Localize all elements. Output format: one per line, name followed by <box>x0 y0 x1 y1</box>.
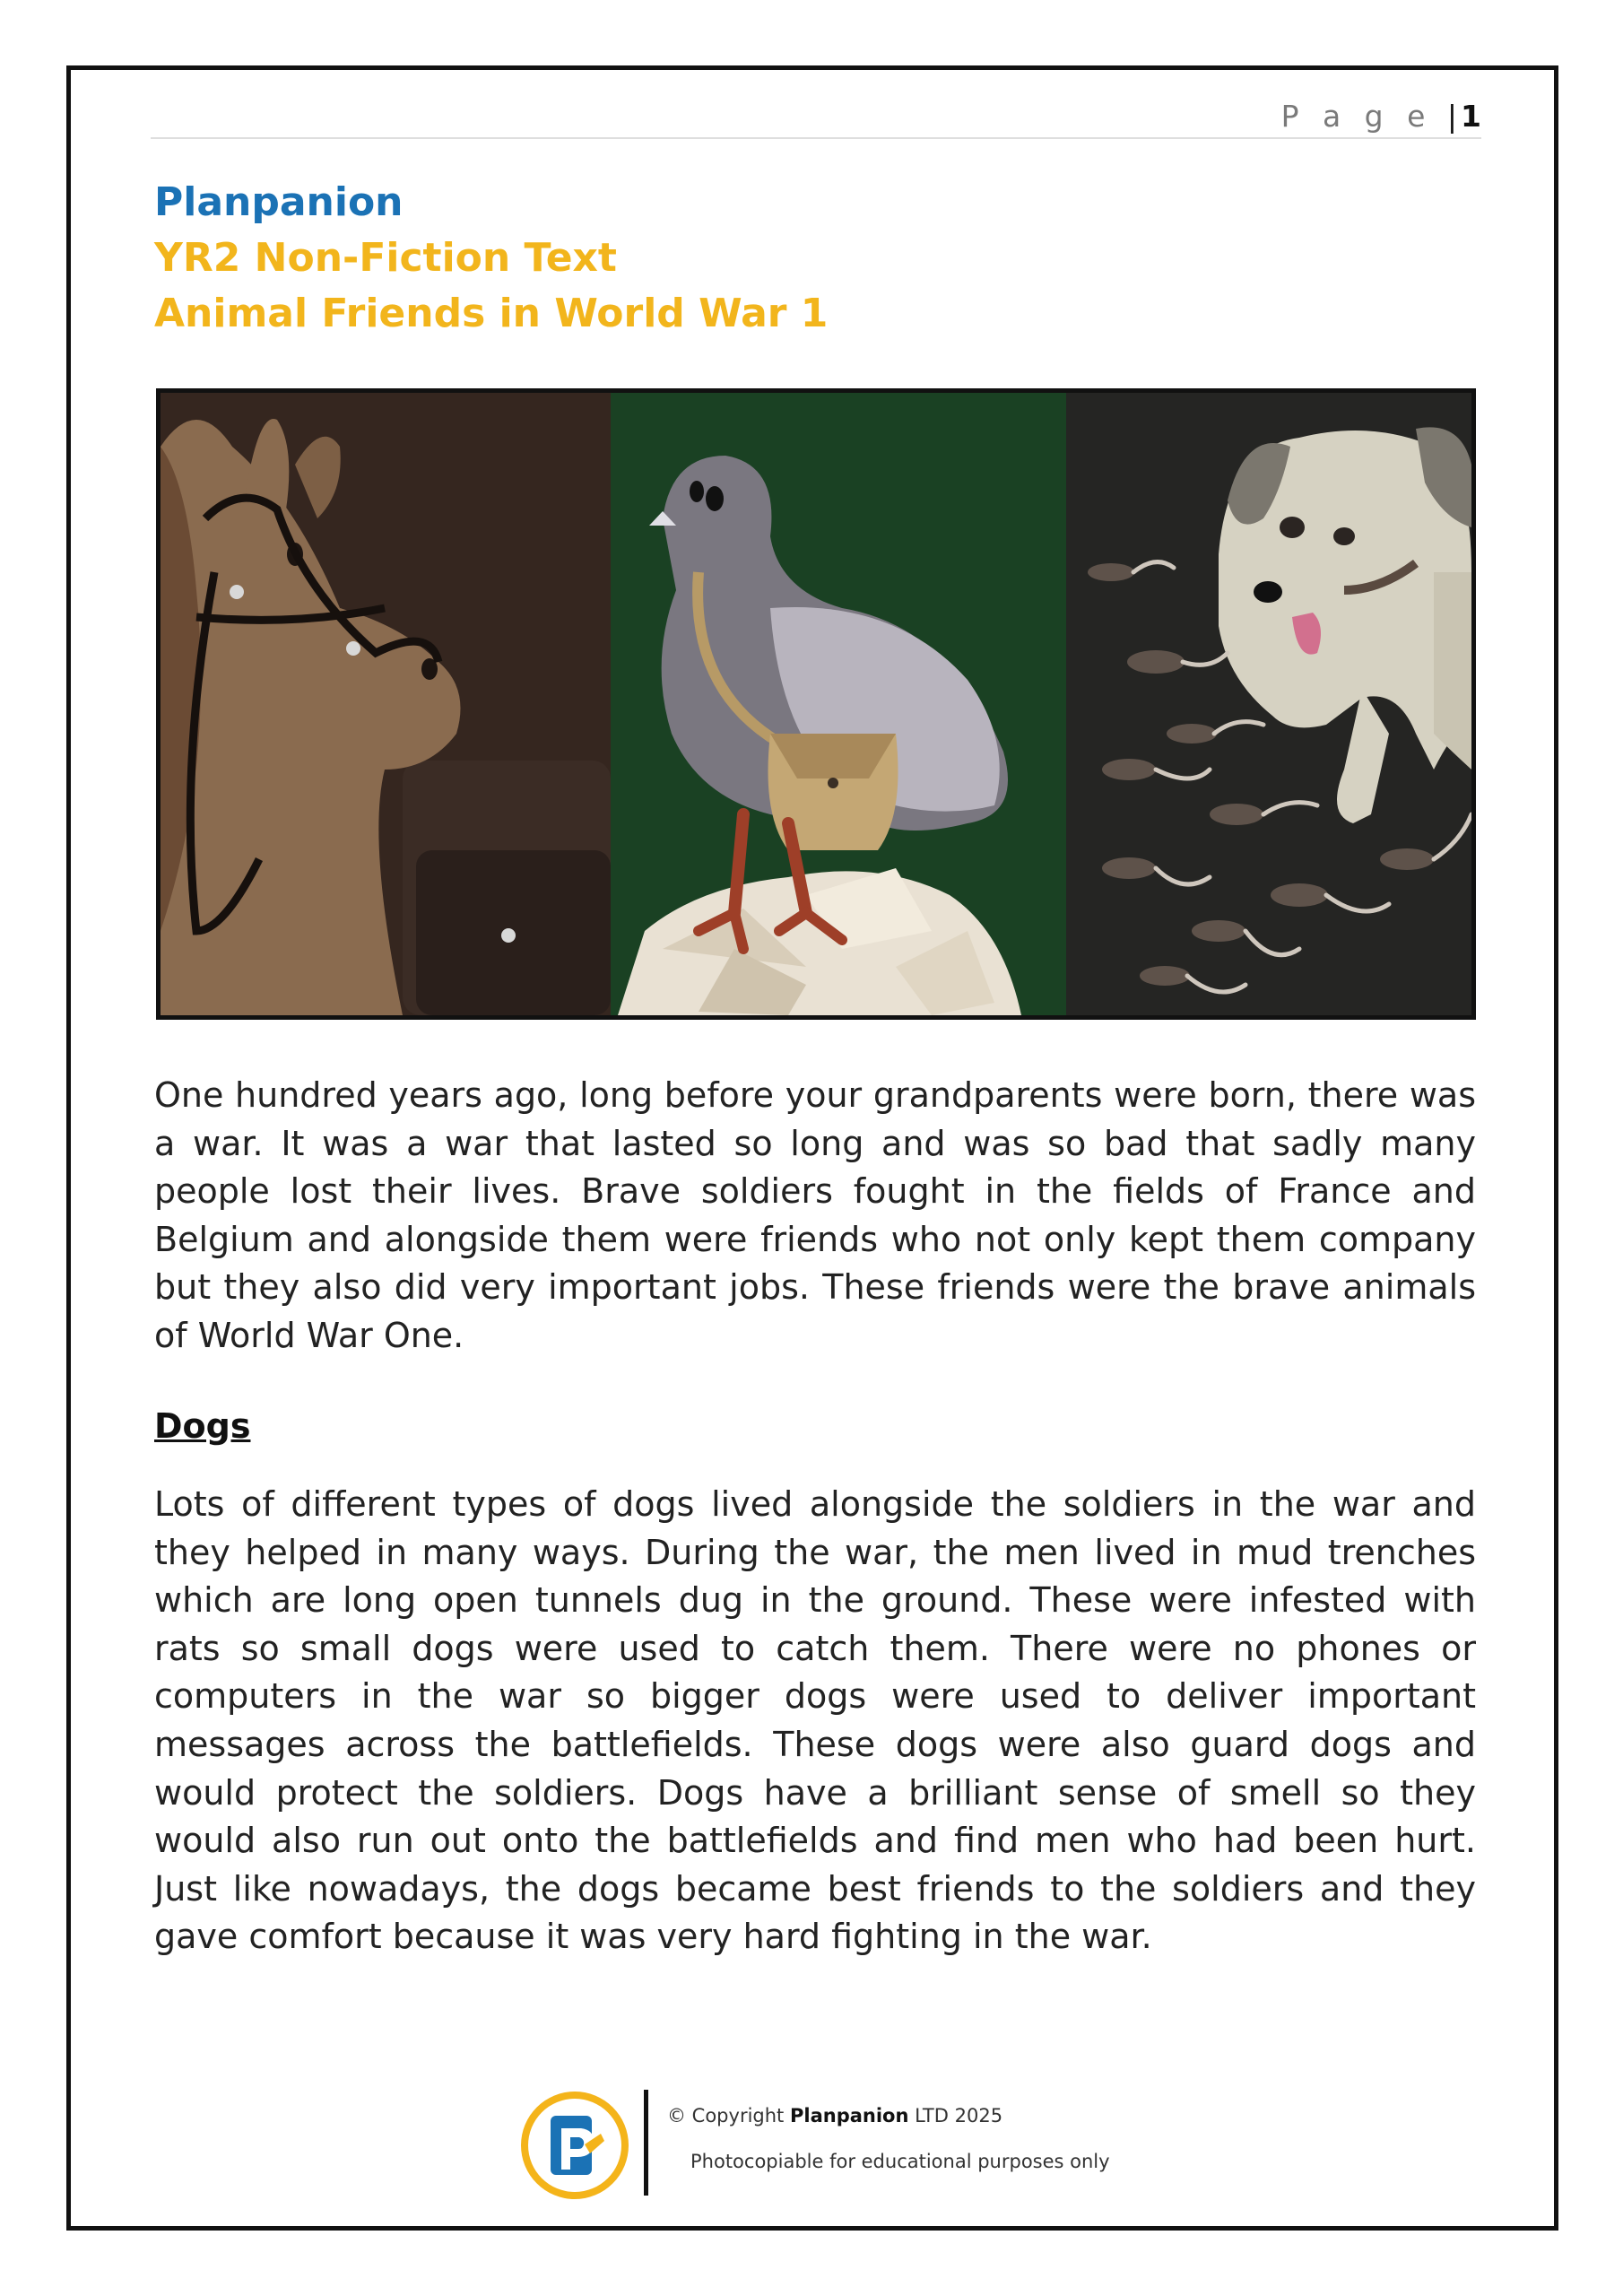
brand-title: Planpanion <box>154 179 404 225</box>
pigeon-illustration <box>611 393 1066 1015</box>
hero-image <box>156 388 1476 1020</box>
copyright-text <box>667 2105 1002 2126</box>
copyright-prefix: © Copyright <box>667 2105 785 2126</box>
section-heading-dogs: Dogs <box>154 1406 251 1446</box>
header-divider <box>151 137 1481 139</box>
copyright-suffix: LTD 2025 <box>915 2105 1003 2126</box>
copyright-brand: Planpanion <box>789 2105 909 2126</box>
document-heading: Animal Friends in World War 1 <box>154 291 829 336</box>
footer-divider <box>644 2090 648 2196</box>
document-subtitle: YR2 Non-Fiction Text <box>154 235 617 281</box>
page-number-value: 1 <box>1461 99 1481 134</box>
horse-illustration <box>161 393 611 1015</box>
photocopy-note: Photocopiable for educational purposes only <box>690 2151 1110 2172</box>
page-separator: | <box>1446 99 1458 134</box>
planpanion-logo-icon <box>518 2089 631 2202</box>
page-label: P a g e <box>1280 99 1433 134</box>
dogs-paragraph: Lots of different types of dogs lived alongside the soldiers in the war and they helped in many ways. During the war, the men lived in mud trenches which are long open tunnels dug in the ground. These were infested with rats so small dogs were used to catch them. There were no phones or computers in the war so bigger dogs were used to deliver important messages across the battlefields. These dogs were also guard dogs and would protect the soldiers. Dogs have a brilliant sense of smell so they would also run out onto the battlefields and find men who had been hurt. Just like nowadays, the dogs became best friends to the soldiers and they gave comfort because it was very hard fighting in the war. <box>154 1484 1476 1957</box>
dog-and-rats-illustration <box>1066 393 1471 1015</box>
page-number <box>1281 99 1481 134</box>
intro-paragraph: One hundred years ago, long before your grandparents were born, there was a war. It was a war that lasted so long and was so bad that sadly many people lost their lives. Brave soldiers fought in the fields of France and Belgium and alongside them were friends who not only kept them company but they also did very important jobs. These friends were the brave animals of World War One. <box>154 1075 1476 1355</box>
